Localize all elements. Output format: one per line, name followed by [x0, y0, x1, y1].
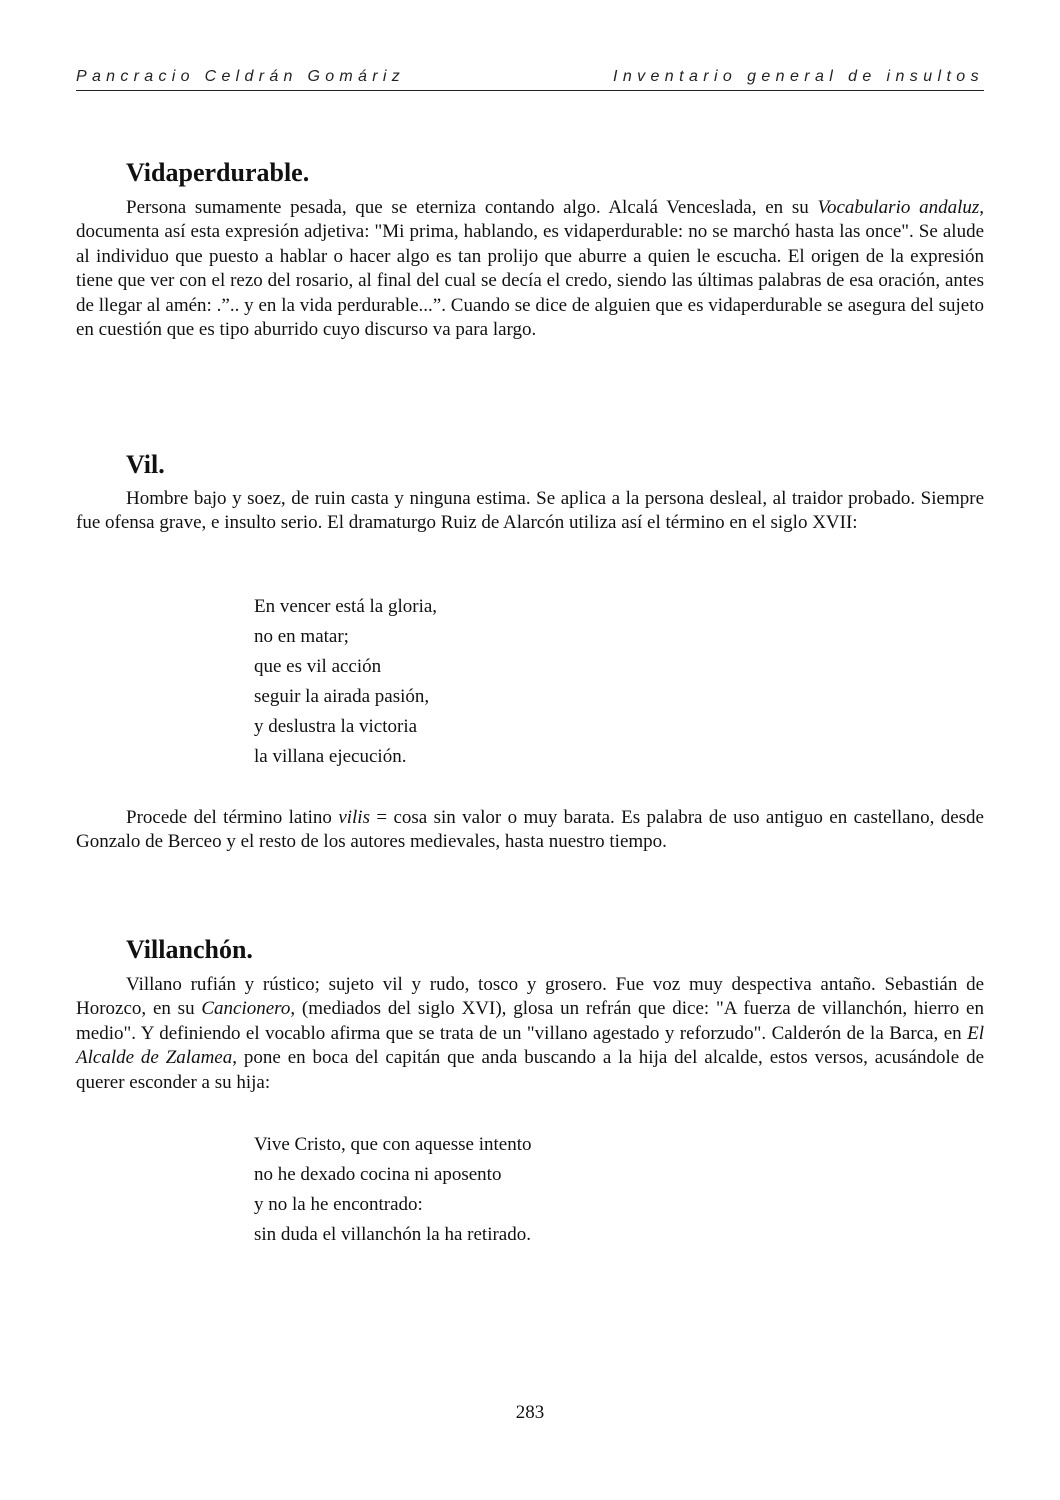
verse-quote-calderon — [254, 1130, 531, 1250]
text-run: Hombre bajo y soez, de ruin casta y ninguna estima. Se aplica a la persona desleal, al traidor probado. Siempre fue ofensa grave, e insulto serio. El dramaturgo Ruiz de Alarcón utiliza así el término en el siglo XVII: — [76, 488, 984, 534]
verse-line: y deslustra la victoria — [254, 716, 418, 737]
verse-line: que es vil acción — [254, 656, 382, 677]
text-run: Persona sumamente pesada, que se eterniza contando algo. Alcalá Venceslada, en su — [126, 197, 818, 218]
running-header — [76, 68, 984, 91]
entry-paragraph — [76, 196, 984, 342]
verse-line: y no la he encontrado: — [254, 1194, 423, 1215]
verse-line: sin duda el villanchón la ha retirado. — [254, 1224, 531, 1245]
text-run: , pone en boca del capitán que anda buscando a la hija del alcalde, estos versos, acusándole de querer esconder a su hija: — [76, 1047, 984, 1093]
entry-title-vil: Vil. — [126, 450, 165, 479]
verse-line: En vencer está la gloria, — [254, 596, 438, 617]
entry-paragraph — [76, 973, 984, 1095]
italic-title-run: vilis — [338, 807, 370, 828]
entry-title-vidaperdurable: Vidaperdurable. — [126, 158, 310, 187]
text-run: = cosa sin valor o muy barata. Es palabra de uso antiguo en castellano, desde Gonzalo de Berceo y el resto de los autores medievales, hasta nuestro tiempo. — [76, 807, 984, 853]
text-run: , (mediados del siglo XVI), glosa un refrán que dice: "A fuerza de villanchón, hierro en medio". Y definiendo el vocablo afirma que se trata de un "villano agestado y reforzudo". Calderón de la Barca, en — [76, 998, 984, 1044]
italic-title-run: Cancionero — [201, 998, 291, 1020]
verse-line: Vive Cristo, que con aquesse intento — [254, 1134, 532, 1155]
text-run: , documenta así esta expresión adjetiva: "Mi prima, hablando, es vidaperdurable: no se marchó hasta las once". Se alude al individuo que puesto a hablar o hacer algo es tan prolijo que aburre a quien le escucha. El origen de la expresión tiene que ver con el rezo del rosario, al final del cual se decía el credo, siendo las últimas palabras de esa oración, antes de llegar al amén: .”.. y en la vida perdurable...”. Cuando se dice de alguien que es vidaperdurable se asegura del sujeto en cuestión que es tipo aburrido cuyo discurso va para largo. — [76, 197, 984, 341]
text-run: Procede del término latino — [126, 807, 339, 828]
verse-line: la villana ejecución. — [254, 746, 407, 767]
verse-quote-alarcon — [254, 592, 437, 772]
header-book-title: Inventario general de insultos — [612, 68, 984, 85]
italic-title-run: Vocabulario andaluz — [817, 197, 980, 218]
entry-paragraph — [76, 487, 984, 536]
verse-line: no en matar; — [254, 626, 349, 647]
verse-line: no he dexado cocina ni aposento — [254, 1164, 502, 1185]
page-number: 283 — [515, 1402, 545, 1423]
header-author: Pancracio Celdrán Gomáriz — [76, 68, 406, 85]
entry-paragraph — [76, 806, 984, 855]
entry-title-villanchon: Villanchón. — [126, 935, 253, 964]
verse-line: seguir la airada pasión, — [254, 686, 430, 707]
text-run: Villano rufián y rústico; sujeto vil y rudo, tosco y grosero. Fue voz muy despectiva antaño. Sebastián de Horozco, en su — [76, 974, 984, 1020]
italic-title-run: El Alcalde de Zalamea — [76, 1022, 984, 1069]
